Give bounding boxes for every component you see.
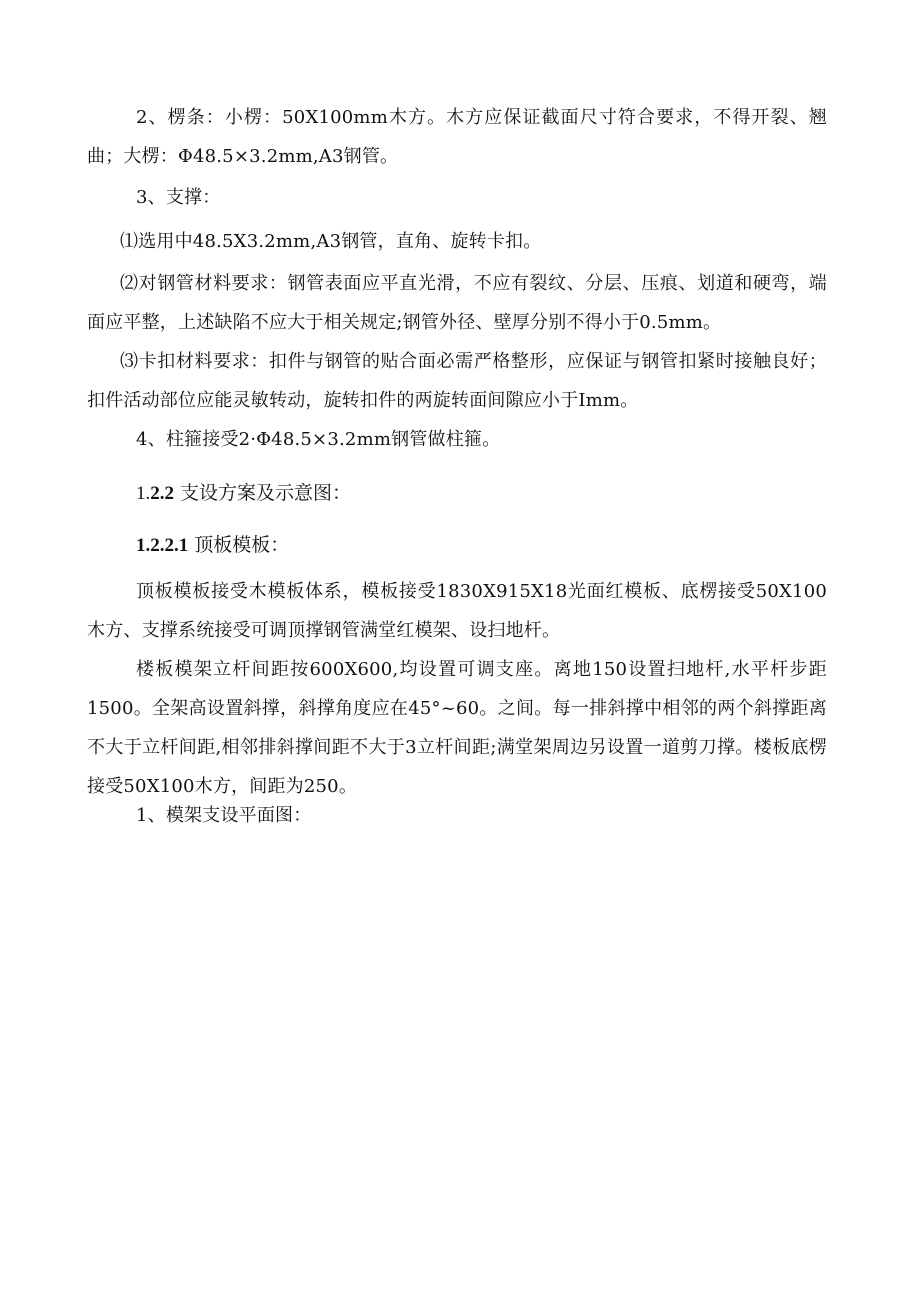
section-heading-1-2-2-1: [136, 530, 289, 561]
paragraph-slab-frame: 楼板模架立杆间距按600X600,均设置可调支座。离地150设置扫地杆,水平杆步距1500。全架高设置斜撑，斜撑角度应在45°~60。之间。每一排斜撑中相邻的两个斜撑距离不大于立杆间距,相邻排斜撑间距不大于3立杆间距;满堂架周边另设置一道剪刀撑。楼板底楞接受50X100木方，间距为250。: [87, 659, 827, 797]
paragraph-purlin: 2、楞条：小楞：50X100mm木方。木方应保证截面尺寸符合要求，不得开裂、翘曲；大楞：Φ48.5×3.2mm,A3钢管。: [87, 107, 827, 167]
paragraph-plan-title: 1、模架支设平面图：: [136, 805, 312, 826]
paragraph-support-title: 3、支撑：: [136, 187, 221, 208]
section-number-bold: 2.2: [150, 483, 174, 504]
paragraph-support-1: ⑴选用中48.5X3.2mm,A3钢管，直角、旋转卡扣。: [120, 231, 542, 252]
paragraph-support-3: ⑶卡扣材料要求：扣件与钢管的贴合面必需严格整形，应保证与钢管扣紧时接触良好；扣件活动部位应能灵敏转动，旋转扣件的两旋转面间隙应小于Imm。: [87, 351, 827, 411]
section-number-prefix: 1.: [136, 483, 151, 504]
paragraph-slab-formwork: 顶板模板接受木模板体系，模板接受1830X915X18光面红模板、底楞接受50X100木方、支撑系统接受可调顶撑钢管满堂红模架、设扫地杆。: [87, 581, 827, 641]
subsection-number: 1.2.2.1: [136, 535, 189, 556]
section-heading-1-2-2: [136, 478, 351, 509]
paragraph-column-hoop: 4、柱箍接受2·Φ48.5×3.2mm钢管做柱箍。: [136, 429, 501, 450]
subsection-title: 顶板模板：: [194, 534, 290, 556]
paragraph-support-2: ⑵对钢管材料要求：钢管表面应平直光滑，不应有裂纹、分层、压痕、划道和硬弯，端面应平整，上述缺陷不应大于相关规定;钢管外径、壁厚分别不得小于0.5mm。: [87, 273, 827, 333]
section-title: 支设方案及示意图：: [180, 482, 352, 504]
